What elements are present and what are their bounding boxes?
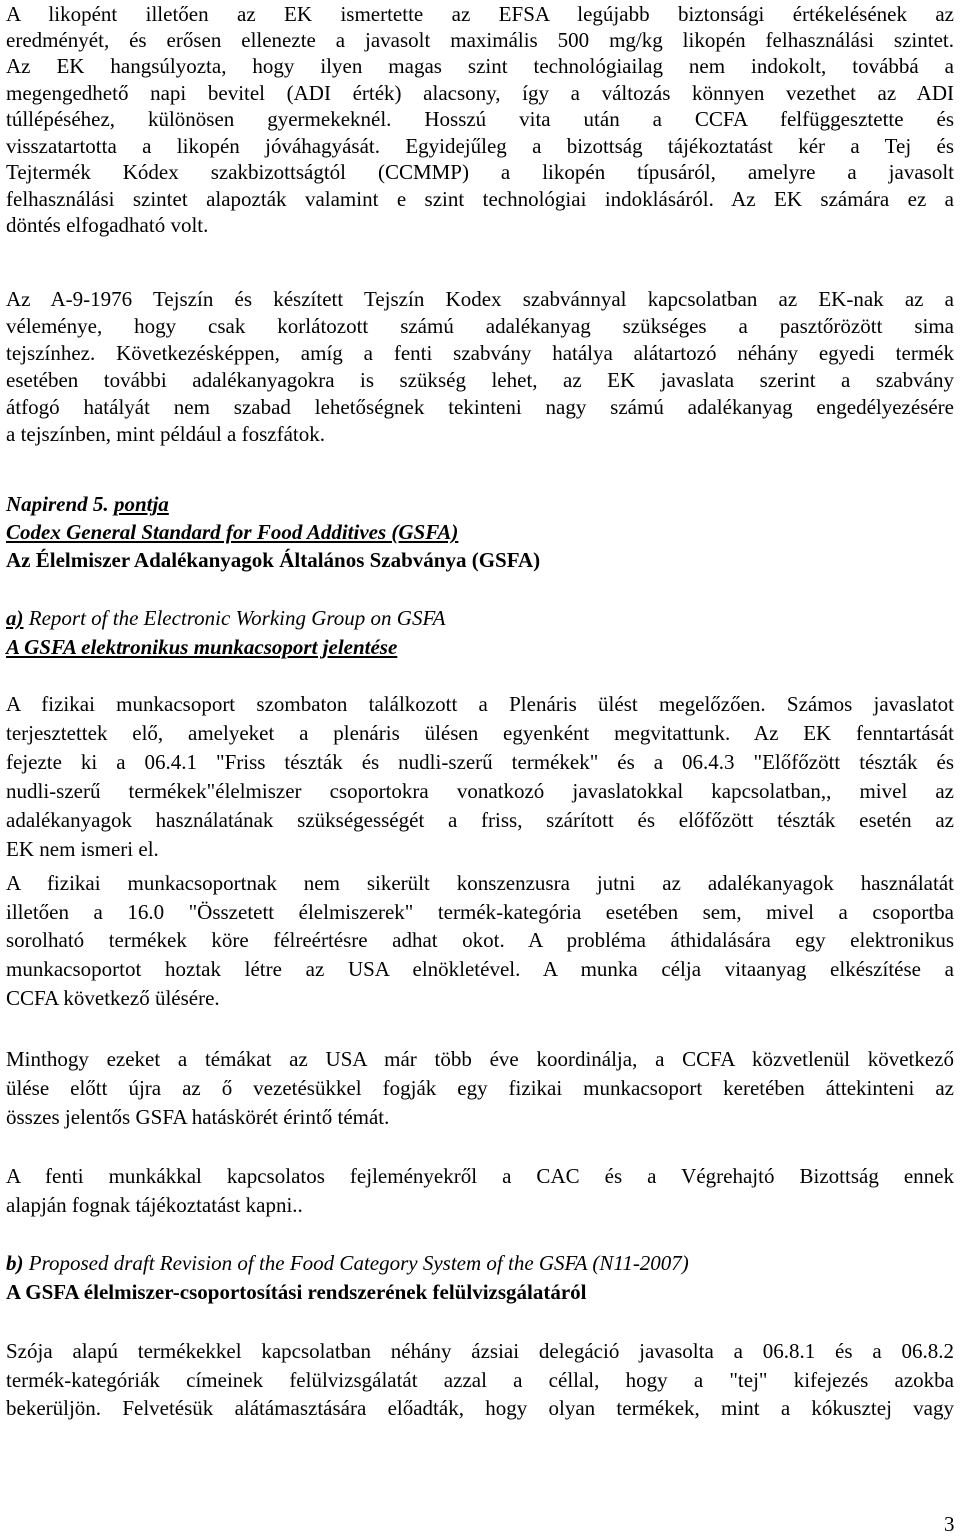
text-line: felhasználási szintet alapozták valamint e szint technológiai indoklásáról. Az EK számára ez a xyxy=(6,187,954,211)
text-line: tejszínhez. Következésképpen, amíg a fenti szabvány hatálya alátartozó néhány egyedi termék xyxy=(6,341,954,365)
text-line: véleménye, hogy csak korlátozott számú adalékanyag szükséges a pasztőrözött sima xyxy=(6,314,954,338)
text-line: Tejtermék Kódex szakbizottságtól (CCMMP) a likopén típusáról, amelyre a javasolt xyxy=(6,160,954,184)
text-line: A likopént illetően az EK ismertette az EFSA legújabb biztonsági értékelésének az xyxy=(6,2,954,26)
agenda-label xyxy=(6,490,954,518)
text-line: Szója alapú termékekkel kapcsolatban néhány ázsiai delegáció javasolta a 06.8.1 és a 06.8.2 xyxy=(6,1339,954,1363)
text-line: A fizikai munkacsoport szombaton találkozott a Plenáris ülést megelőzően. Számos javaslatot xyxy=(6,692,954,716)
text-line: túllépéséhez, különösen gyermekeknél. Hosszú vita után a CCFA felfüggesztette és xyxy=(6,107,954,131)
text-line: alapján fognak tájékoztatást kapni.. xyxy=(6,1193,303,1217)
section-b-marker: b) xyxy=(6,1251,24,1275)
text-line: fejezte ki a 06.4.1 "Friss tészták és nudli-szerű termékek" és a 06.4.3 "Előfőzött tészták és xyxy=(6,750,954,774)
text-line: A fizikai munkacsoportnak nem sikerült konszenzusra jutni az adalékanyagok használatát xyxy=(6,871,954,895)
text-line: EK nem ismeri el. xyxy=(6,837,159,861)
text-line: a tejszínben, mint például a foszfátok. xyxy=(6,422,325,446)
agenda-title-hu: Az Élelmiszer Adalékanyagok Általános Szabványa (GSFA) xyxy=(6,548,541,572)
text-line: Az A-9-1976 Tejszín és készített Tejszín Kodex szabvánnyal kapcsolatban az EK-nak az a xyxy=(6,287,954,311)
text-line: terjesztettek elő, amelyeket a plenáris ülésen egyenként megvitattunk. Az EK fenntartását xyxy=(6,721,954,745)
text-line: Az EK hangsúlyozta, hogy ilyen magas szint technológiailag nem indokolt, továbbá a xyxy=(6,54,954,78)
text-line: munkacsoportot hoztak létre az USA elnökletével. A munka célja vitaanyag elkészítése a xyxy=(6,957,954,981)
agenda-number: Napirend 5. xyxy=(6,492,109,516)
text-line: megengedhető napi bevitel (ADI érték) alacsony, így a változás könnyen vezethet az ADI xyxy=(6,81,954,105)
text-line: bekerüljön. Felvetésük alátámasztására előadták, hogy olyan termékek, mint a kókusztej vagy xyxy=(6,1396,954,1420)
section-a-title-hu: A GSFA elektronikus munkacsoport jelentése xyxy=(6,635,398,659)
agenda-title-en: Codex General Standard for Food Additives (GSFA) xyxy=(6,520,459,544)
agenda-pontja: pontja xyxy=(113,492,169,516)
text-line: sorolható termékek köre félreértésre adhat okot. A probléma áthidalására egy elektronikus xyxy=(6,928,954,952)
text-line: Minthogy ezeket a témákat az USA már több éve koordinálja, a CCFA közvetlenül következő xyxy=(6,1047,954,1071)
page-number: 3 xyxy=(944,1512,955,1536)
text-line: döntés elfogadható volt. xyxy=(6,213,209,237)
section-a-title-en: a) Report of the Electronic Working Group on GSFA xyxy=(6,606,446,630)
text-line: CCFA következő ülésére. xyxy=(6,986,220,1010)
text-line: adalékanyagok használatának szükségességét a friss, szárított és előfőzött tészták esetén az xyxy=(6,808,954,832)
text-line: illetően a 16.0 "Összetett élelmiszerek" termék-kategória esetében sem, mivel a csoportba xyxy=(6,900,954,924)
text-line: összes jelentős GSFA hatáskörét érintő témát. xyxy=(6,1105,390,1129)
text-line: termék-kategóriák címeinek felülvizsgálatát azzal a céllal, hogy a "tej" kifejezés azokba xyxy=(6,1368,954,1392)
text-line: nudli-szerű termékek"élelmiszer csoportokra vonatkozó javaslatokkal kapcsolatban,, mivel az xyxy=(6,779,954,803)
text-line: esetében további adalékanyagokra is szükség lehet, az EK javaslata szerint a szabvány xyxy=(6,368,954,392)
text-line: visszatartotta a likopén jóváhagyását. Egyidejűleg a bizottság tájékoztatást kér a Tej és xyxy=(6,134,954,158)
text-line: átfogó hatályát nem szabad lehetőségnek tekinteni nagy számú adalékanyag engedélyezésére xyxy=(6,395,954,419)
section-b-title-hu: A GSFA élelmiszer-csoportosítási rendszerének felülvizsgálatáról xyxy=(6,1280,587,1304)
text-line: ülése előtt újra az ő vezetésükkel fogják egy fizikai munkacsoport keretében áttekinteni az xyxy=(6,1076,954,1100)
text-line: A fenti munkákkal kapcsolatos fejleményekről a CAC és a Végrehajtó Bizottság ennek xyxy=(6,1164,954,1188)
section-a-marker: a) xyxy=(6,606,24,630)
text-line: eredményét, és erősen ellenezte a javasolt maximális 500 mg/kg likopén felhasználási szintet. xyxy=(6,28,954,52)
section-b-title-en: b) Proposed draft Revision of the Food Category System of the GSFA (N11-2007) xyxy=(6,1251,689,1275)
